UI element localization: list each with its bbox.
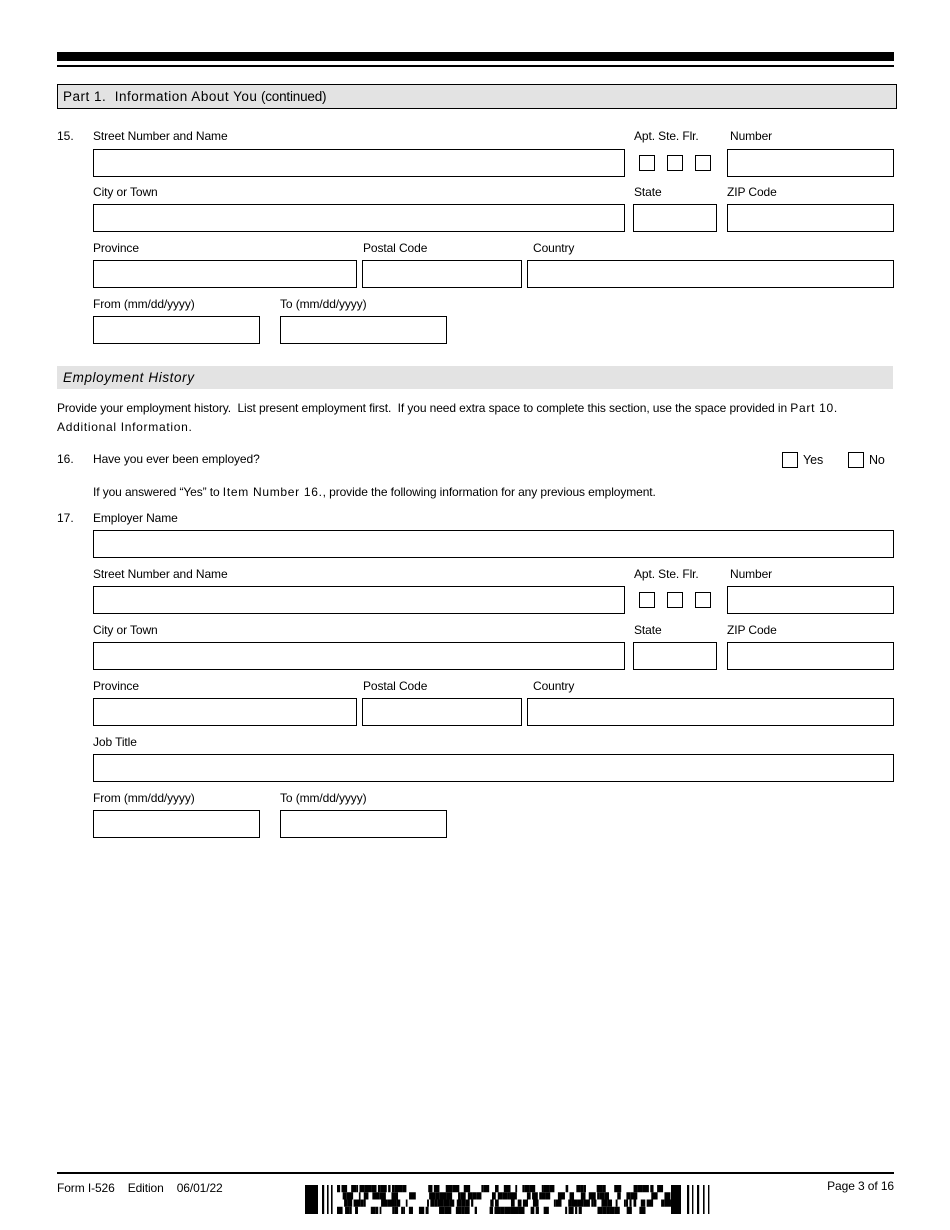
item17-employer-label: Employer Name	[93, 511, 178, 525]
footer-page-number: Page 3 of 16	[827, 1179, 894, 1193]
item17-country-input[interactable]	[527, 698, 894, 726]
employment-intro	[57, 399, 875, 436]
footer-edition-label: Edition	[127, 1181, 164, 1195]
item17-apt-checkbox[interactable]	[639, 592, 655, 608]
item15-province-input[interactable]	[93, 260, 357, 288]
item15-street-input[interactable]	[93, 149, 625, 177]
item15-flr-checkbox[interactable]	[695, 155, 711, 171]
item17-job-title-input[interactable]	[93, 754, 894, 782]
employment-intro-ref: Part 10. Additional Information.	[57, 401, 842, 434]
item17-unit-number-label: Number	[730, 567, 773, 581]
item16-no-checkbox[interactable]	[848, 452, 864, 468]
item15-unit-number-input[interactable]	[727, 149, 894, 177]
item15-zip-input[interactable]	[727, 204, 894, 232]
item15-state-input[interactable]	[633, 204, 717, 232]
employment-history-header	[57, 366, 893, 389]
item16-note	[93, 483, 893, 502]
item17-zip-input[interactable]	[727, 642, 894, 670]
footer-form-number: Form I-526	[57, 1181, 115, 1195]
part1-header	[57, 84, 897, 109]
item17-country-label: Country	[533, 679, 575, 693]
item15-city-input[interactable]	[93, 204, 625, 232]
item15-country-label: Country	[533, 241, 575, 255]
item15-province-label: Province	[93, 241, 139, 255]
item15-from-input[interactable]	[93, 316, 260, 344]
item17-employer-input[interactable]	[93, 530, 894, 558]
item17-city-label: City or Town	[93, 623, 158, 637]
top-thin-rule	[57, 65, 894, 67]
item17-street-label: Street Number and Name	[93, 567, 228, 581]
top-thick-rule	[57, 52, 894, 61]
item17-apt-ste-flr-label: Apt. Ste. Flr.	[634, 567, 699, 581]
item15-apt-ste-flr-label: Apt. Ste. Flr.	[634, 129, 699, 143]
item17-street-input[interactable]	[93, 586, 625, 614]
item16-note-ref: Item Number 16.	[222, 485, 323, 499]
item15-zip-label: ZIP Code	[727, 185, 777, 199]
footer-rule	[57, 1172, 894, 1174]
part1-title-suffix: (continued)	[257, 89, 327, 104]
item16-note-after: , provide the following information for any previous employment.	[322, 485, 656, 499]
item15-to-input[interactable]	[280, 316, 447, 344]
item17-province-input[interactable]	[93, 698, 357, 726]
item17-postal-label: Postal Code	[363, 679, 428, 693]
item17-zip-label: ZIP Code	[727, 623, 777, 637]
item15-ste-checkbox[interactable]	[667, 155, 683, 171]
item16-note-before: If you answered “Yes” to	[93, 485, 223, 499]
item17-state-label: State	[634, 623, 662, 637]
item15-unit-number-label: Number	[730, 129, 773, 143]
item15-postal-label: Postal Code	[363, 241, 428, 255]
item17-job-title-label: Job Title	[93, 735, 137, 749]
item16-question: Have you ever been employed?	[93, 452, 260, 466]
item17-from-input[interactable]	[93, 810, 260, 838]
item15-city-label: City or Town	[93, 185, 158, 199]
item17-province-label: Province	[93, 679, 139, 693]
item15-number: 15.	[57, 129, 74, 143]
footer-edition-date: 06/01/22	[176, 1181, 223, 1195]
item15-from-label: From (mm/dd/yyyy)	[93, 297, 195, 311]
item16-number: 16.	[57, 452, 74, 466]
item17-city-input[interactable]	[93, 642, 625, 670]
item16-no-label: No	[869, 453, 885, 467]
footer-form-info	[57, 1179, 236, 1197]
footer-barcode	[305, 1185, 712, 1214]
item17-to-input[interactable]	[280, 810, 447, 838]
item15-state-label: State	[634, 185, 662, 199]
item16-yes-label: Yes	[803, 453, 824, 467]
item17-state-input[interactable]	[633, 642, 717, 670]
item15-country-input[interactable]	[527, 260, 894, 288]
item17-unit-number-input[interactable]	[727, 586, 894, 614]
item15-apt-checkbox[interactable]	[639, 155, 655, 171]
item15-to-label: To (mm/dd/yyyy)	[280, 297, 367, 311]
item15-street-label: Street Number and Name	[93, 129, 228, 143]
employment-history-title: Employment History	[63, 370, 195, 385]
item17-flr-checkbox[interactable]	[695, 592, 711, 608]
employment-intro-text: Provide your employment history. List present employment first. If you need extra space to complete this section, use the space provided in	[57, 401, 791, 415]
part1-title: Part 1. Information About You	[63, 89, 258, 104]
item17-number: 17.	[57, 511, 74, 525]
item17-from-label: From (mm/dd/yyyy)	[93, 791, 195, 805]
item15-postal-input[interactable]	[362, 260, 522, 288]
item17-to-label: To (mm/dd/yyyy)	[280, 791, 367, 805]
item17-ste-checkbox[interactable]	[667, 592, 683, 608]
item16-yes-checkbox[interactable]	[782, 452, 798, 468]
item17-postal-input[interactable]	[362, 698, 522, 726]
